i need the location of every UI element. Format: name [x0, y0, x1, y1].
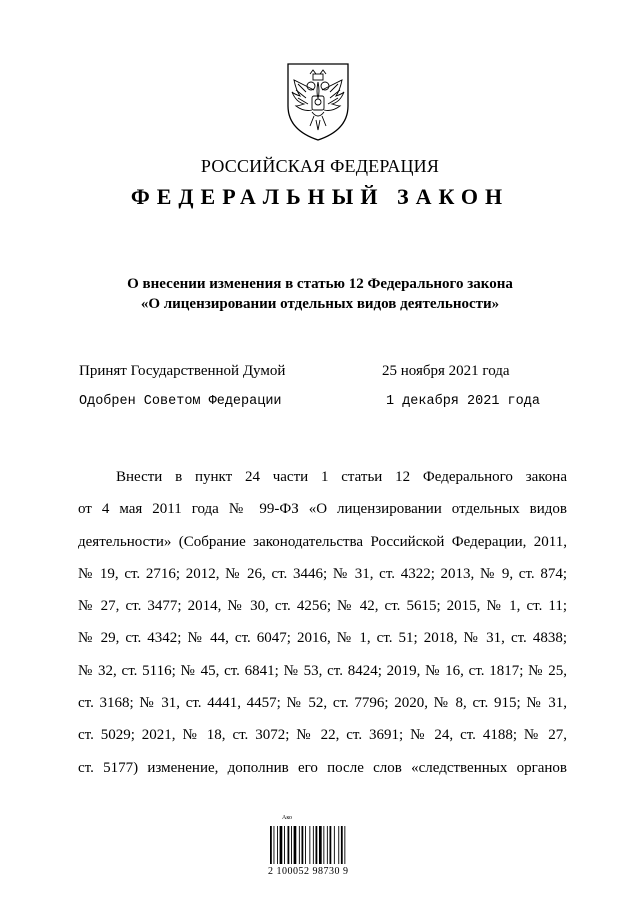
body-line: № 27, ст. 3477; 2014, № 30, ст. 4256; № 42, ст. 5615; 2015, № 1, ст. 11;: [78, 598, 567, 615]
document-type-title: ФЕДЕРАЛЬНЫЙ ЗАКОН: [130, 184, 510, 209]
law-body-text: [78, 461, 567, 784]
law-subject: [0, 274, 640, 314]
duma-adoption-date: 25 ноября 2021 года: [382, 363, 510, 379]
body-line: № 32, ст. 5116; № 45, ст. 6841; № 53, ст. 8424; 2019, № 16, ст. 1817; № 25,: [78, 662, 567, 679]
body-line: деятельности» (Собрание законодательства Российской Федерации, 2011,: [78, 533, 567, 550]
body-line: № 19, ст. 2716; 2012, № 26, ст. 3446; № 31, ст. 4322; 2013, № 9, ст. 874;: [78, 565, 567, 582]
law-subject-line-1: О внесении изменения в статью 12 Федерального закона: [127, 276, 513, 292]
body-line: № 29, ст. 4342; № 44, ст. 6047; 2016, № 1, ст. 51; 2018, № 31, ст. 4838;: [78, 630, 567, 647]
body-line: Внести в пункт 24 части 1 статьи 12 Федерального закона: [116, 469, 567, 485]
body-line: ст. 5177) изменение, дополнив его после слов «следственных органов: [78, 759, 567, 776]
country-name: РОССИЙСКАЯ ФЕДЕРАЦИЯ: [200, 156, 440, 176]
body-line: ст. 3168; № 31, ст. 4441, 4457; № 52, ст. 7796; 2020, № 8, ст. 915; № 31,: [78, 695, 567, 712]
barcode-icon: [268, 818, 352, 870]
body-line: от 4 мая 2011 года № 99-ФЗ «О лицензировании отдельных видов: [78, 501, 567, 518]
law-subject-line-2: «О лицензировании отдельных видов деятельности»: [140, 296, 500, 312]
coat-of-arms-icon: [280, 60, 356, 142]
barcode-number: 2 100052 98730 9: [268, 866, 349, 877]
council-approval-label: Одобрен Советом Федерации: [79, 394, 282, 409]
duma-adoption-label: Принят Государственной Думой: [79, 363, 286, 379]
council-approval-date: 1 декабря 2021 года: [386, 394, 540, 409]
body-line: ст. 5029; 2021, № 18, ст. 3072; № 22, ст. 3691; № 24, ст. 4188; № 27,: [78, 727, 567, 744]
barcode-mark: Ако: [282, 815, 292, 821]
